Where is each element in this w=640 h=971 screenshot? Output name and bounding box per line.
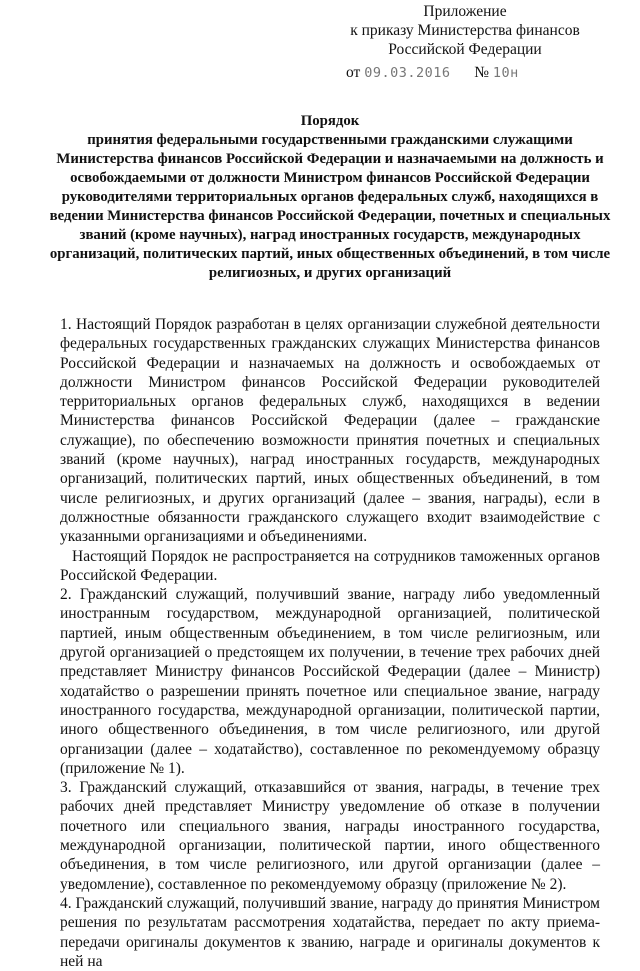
number-prefix: № bbox=[474, 64, 490, 81]
paragraph-3: 2. Гражданский служащий, получивший звание, награду либо уведомленный иностранным государством, международной организацией, политической партией, иным общественным объединением, в том числе религиозным, или другой организацией о предстоящем их получении, в течение трех рабочих дней представляет Министру финансов Российской Федерации (далее – Министр) ходатайство о разрешении принять почетное или специальное звание, награду иностранного государства, международной организации, политической партии, иного общественного объединения, в том числе религиозного, или другой организации (далее – ходатайство), составленное по рекомендуемому образцу (приложение № 1). bbox=[60, 586, 600, 777]
date-value: 09.03.2016 bbox=[364, 65, 451, 81]
paragraph-1: 1. Настоящий Порядок разработан в целях организации служебной деятельности федеральных государственных гражданских служащих Министерства финансов Российской Федерации и назначаемых на должность и освобождаемых от должности Министром финансов Российской Федерации руководителей территориальных органов федеральных служб, находящихся в ведении Министерства финансов Российской Федерации (далее – гражданские служащие), по обеспечению возможности принятия почетных и специальных званий (кроме научных), наград иностранных государств, международных организаций, политических партий, иных общественных объединений, в том числе религиозных, и других организаций (далее – звания, награды), если в должностные обязанности гражданского служащего входит взаимодействие с указанными организациями и объединениями. bbox=[60, 316, 600, 546]
paragraph-5: 4. Гражданский служащий, получивший звание, награду до принятия Министром решения по результатам рассмотрения ходатайства, передает по акту приема-передачи оригиналы документов к званию, награде и оригиналы документов к ней на bbox=[60, 894, 600, 970]
title-heading: Порядок bbox=[300, 113, 360, 129]
appendix-header bbox=[340, 2, 590, 59]
paragraph-2: Настоящий Порядок не распространяется на сотрудников таможенных органов Российской Федерации. bbox=[60, 547, 600, 584]
document-title bbox=[40, 112, 620, 283]
title-subtitle: принятия федеральными государственными гражданскими служащими Министерства финансов Российской Федерации и назначаемыми на должность и освобождаемыми от должности Министром финансов Российской Федерации руководителями территориальных органов федеральных служб, находящихся в ведении Министерства финансов Российской Федерации, почетных и специальных званий (кроме научных), наград иностранных государств, международных организаций, политических партий, иных общественных объединений, в том числе религиозных, и других организаций bbox=[49, 132, 611, 281]
document-body bbox=[60, 315, 600, 971]
appendix-line-2: к приказу Министерства финансов bbox=[350, 22, 580, 39]
order-reference bbox=[346, 64, 519, 82]
number-value: 10н bbox=[492, 65, 519, 81]
date-prefix: от bbox=[346, 64, 361, 81]
paragraph-4: 3. Гражданский служащий, отказавшийся от звания, награды, в течение трех рабочих дней представляет Министру уведомление об отказе в получении почетного или специального звания, награды иностранного государства, международной организации, политической партии, иного общественного объединения, в том числе религиозного, или другой организации (далее – уведомление), составленное по рекомендуемому образцу (приложение № 2). bbox=[60, 779, 600, 893]
appendix-line-1: Приложение bbox=[423, 3, 507, 20]
appendix-line-3: Российской Федерации bbox=[388, 41, 542, 58]
